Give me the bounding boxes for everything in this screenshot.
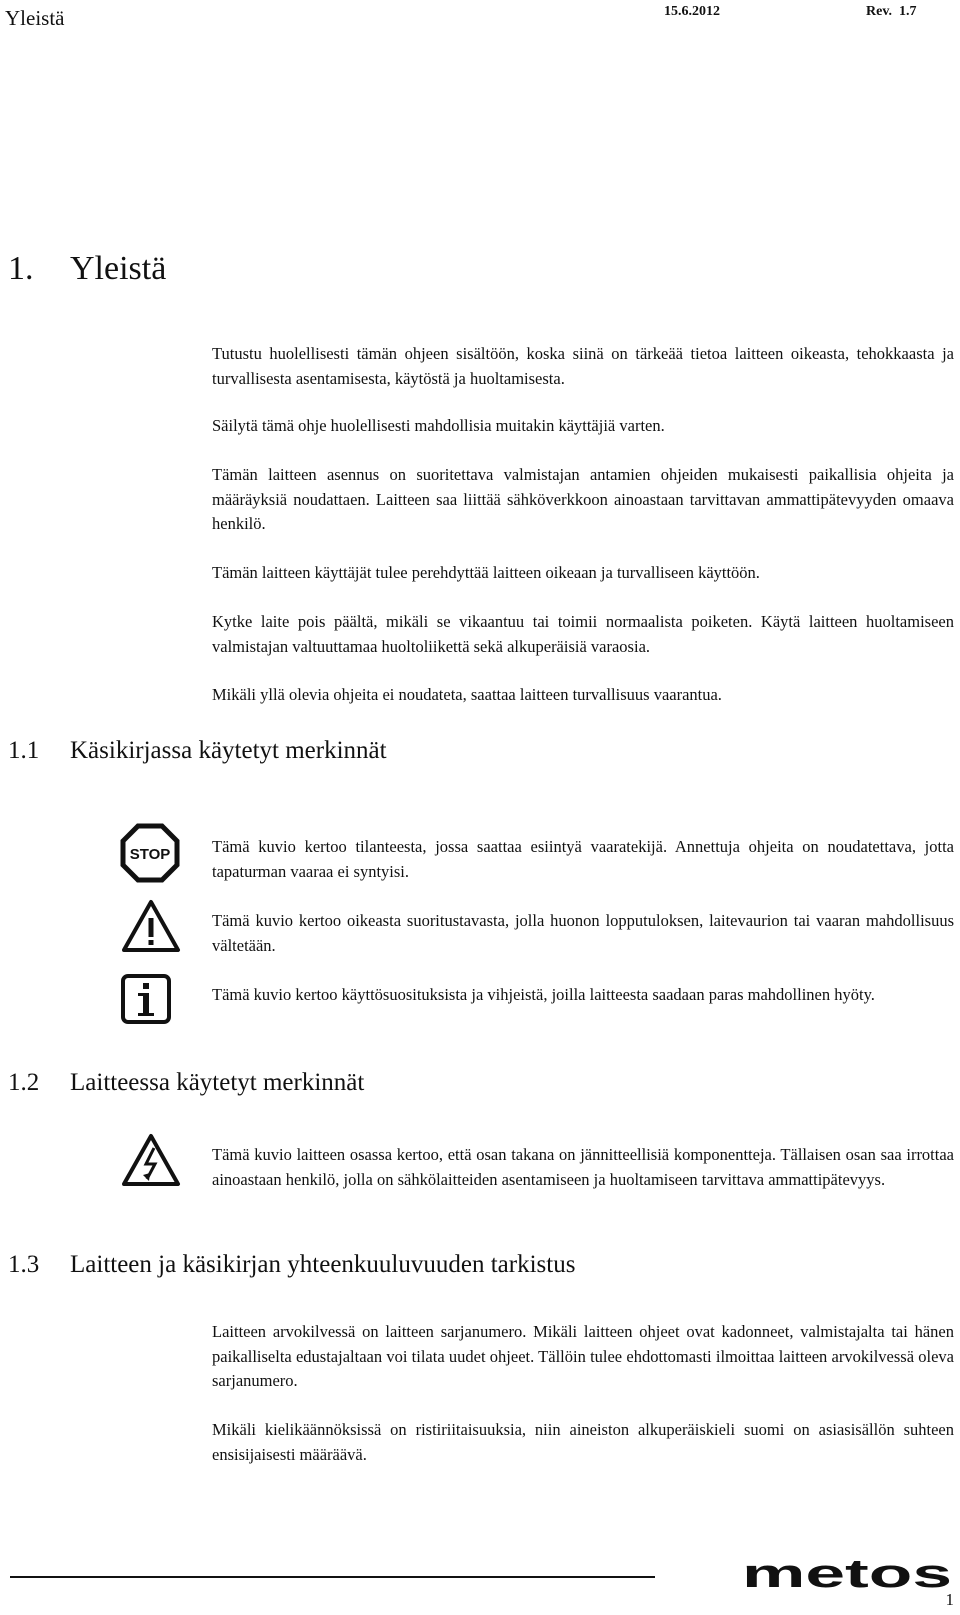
- page-number: 1: [945, 1590, 954, 1609]
- header-date: 15.6.2012: [664, 4, 720, 19]
- intro-paragraph: Kytke laite pois päältä, mikäli se vikaantuu tai toimii normaalista poiketen. Käytä laitteen huoltamiseen valmistajan valtuuttamaa huoltoliikettä sekä alkuperäisiä varaosia.: [212, 612, 954, 656]
- header-revision: Rev. 1.7: [866, 4, 917, 19]
- legend-text-info: Tämä kuvio kertoo käyttösuosituksista ja vihjeistä, joilla laitteesta saadaan paras mahdollinen hyöty.: [212, 985, 875, 1004]
- section-number: 1.3: [8, 1251, 40, 1278]
- high-voltage-icon: [120, 1132, 182, 1188]
- footer-divider: [10, 1576, 655, 1578]
- section-number: 1.2: [8, 1069, 40, 1096]
- chapter-heading: [8, 250, 166, 288]
- legend-text-warning: Tämä kuvio kertoo oikeasta suoritustavasta, jolla huonon lopputuloksen, laitevaurion tai vaaran mahdollisuus vältetään.: [212, 911, 954, 955]
- chapter-title: Yleistä: [70, 250, 167, 287]
- section-heading-1-2: [8, 1069, 364, 1097]
- stop-icon: [120, 823, 180, 883]
- chapter-number: 1.: [8, 250, 34, 287]
- section-1-3-paragraph: Laitteen arvokilvessä on laitteen sarjanumero. Mikäli laitteen ohjeet ovat kadonneet, valmistajalta tai hänen paikalliselta edustajaltaan voi tilata uudet ohjeet. Tällöin tulee ehdottomasti ilmoittaa laitteen arvokilvessä oleva sarjanumero.: [212, 1322, 954, 1390]
- legend-text-stop: Tämä kuvio kertoo tilanteesta, jossa saattaa esiintyä vaaratekijä. Annettuja ohjeita on noudatettava, jotta tapaturman vaaraa ei syntyisi.: [212, 837, 954, 881]
- section-number: 1.1: [8, 737, 40, 764]
- section-title: Käsikirjassa käytetyt merkinnät: [70, 737, 387, 764]
- intro-paragraph: Tämän laitteen käyttäjät tulee perehdyttää laitteen oikeaan ja turvalliseen käyttöön.: [212, 563, 760, 582]
- metos-logo: [742, 1560, 954, 1590]
- warning-icon: [120, 898, 182, 954]
- stop-icon-text: STOP: [129, 846, 171, 863]
- intro-paragraph: Säilytä tämä ohje huolellisesti mahdollisia muitakin käyttäjiä varten.: [212, 416, 665, 435]
- intro-paragraph: Tämän laitteen asennus on suoritettava valmistajan antamien ohjeiden mukaisesti paikallisia ohjeita ja määräyksiä noudattaen. Laitteen saa liittää sähköverkkoon ainoastaan tarvittavan ammattipätevyyden omaava henkilö.: [212, 465, 954, 533]
- section-title: Laitteessa käytetyt merkinnät: [70, 1069, 365, 1096]
- section-heading-1-1: [8, 737, 387, 765]
- info-icon: [120, 973, 172, 1025]
- intro-paragraph: Mikäli yllä olevia ohjeita ei noudateta, saattaa laitteen turvallisuus vaarantua.: [212, 685, 722, 704]
- section-heading-1-3: [8, 1251, 575, 1279]
- logo-text: metos: [742, 1560, 952, 1590]
- legend-text-high-voltage: Tämä kuvio laitteen osassa kertoo, että osan takana on jännitteellisiä komponentteja. Tällaisen osan saa irrottaa ainoastaan henkilö, jolla on sähkölaitteiden asentamiseen ja huoltamiseen tarvittava ammattipätevyys.: [212, 1145, 954, 1189]
- section-1-3-paragraph: Mikäli kielikäännöksissä on ristiriitaisuuksia, niin aineiston alkuperäiskieli suomi on asiasisällön suhteen ensisijaisesti määräävä.: [212, 1420, 954, 1464]
- section-title: Laitteen ja käsikirjan yhteenkuuluvuuden tarkistus: [70, 1251, 576, 1278]
- intro-paragraph: Tutustu huolellisesti tämän ohjeen sisältöön, koska siinä on tärkeää tietoa laitteen oikeasta, tehokkaasta ja turvallisesta asentamisesta, käytöstä ja huoltamisesta.: [212, 344, 954, 388]
- header-section-title: Yleistä: [5, 6, 65, 30]
